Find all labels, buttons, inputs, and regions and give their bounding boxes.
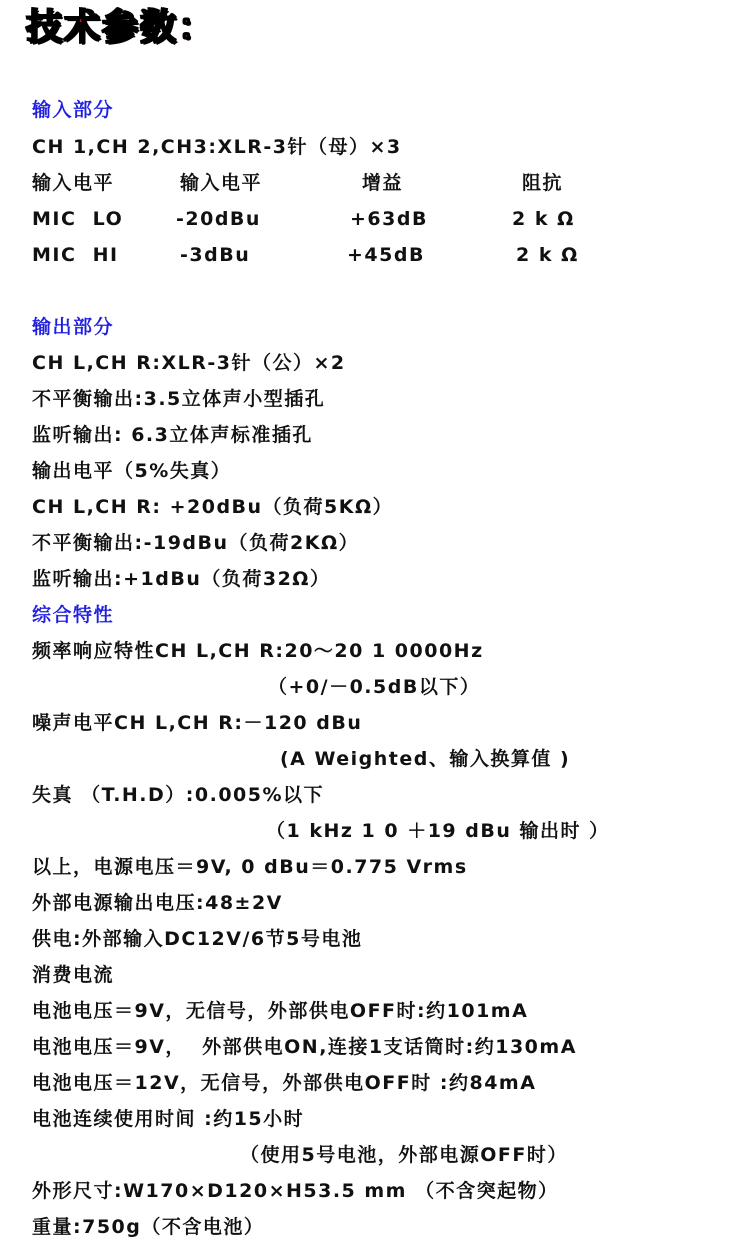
table-cell: MIC HI (32, 244, 119, 266)
output-section-heading: 输出部分 (32, 316, 115, 338)
table-cell: 2 k Ω (516, 244, 579, 266)
input-connectors: CH 1,CH 2,CH3:XLR-3针（母）×3 (32, 136, 402, 158)
table-cell: -20dBu (176, 208, 261, 230)
general-section-heading: 综合特性 (32, 604, 115, 626)
general-spec-line: 外形尺寸:W170×D120×H53.5 mm （不含突起物） (32, 1180, 559, 1202)
table-cell: MIC LO (32, 208, 124, 230)
general-spec-line: 供电:外部输入DC12V/6节5号电池 (32, 928, 363, 950)
output-spec-line: CH L,CH R: +20dBu（负荷5KΩ） (32, 496, 394, 518)
general-spec-line: 电池电压＝12V，无信号，外部供电OFF时 :约84mA (32, 1072, 537, 1094)
general-spec-line: 消费电流 (32, 964, 115, 986)
general-spec-line: （1 kHz 1 0 ＋19 dBu 输出时 ） (266, 820, 610, 842)
general-spec-line: 重量:750g（不含电池） (32, 1216, 265, 1238)
output-spec-line: 输出电平（5%失真） (32, 460, 232, 482)
output-spec-line: 监听输出: 6.3立体声标准插孔 (32, 424, 313, 446)
general-spec-line: 电池电压＝9V， 外部供电ON,连接1支话筒时:约130mA (32, 1036, 577, 1058)
table-cell: +63dB (350, 208, 428, 230)
table-header-cell: 增益 (362, 172, 404, 194)
table-header-cell: 输入电平 (180, 172, 263, 194)
table-cell: -3dBu (180, 244, 251, 266)
input-section-heading: 输入部分 (32, 99, 115, 121)
table-header-cell: 输入电平 (32, 172, 115, 194)
output-spec-line: CH L,CH R:XLR-3针（公）×2 (32, 352, 346, 374)
table-cell: 2 k Ω (512, 208, 575, 230)
general-spec-line: 失真 （T.H.D）:0.005%以下 (32, 784, 325, 806)
general-spec-line: 频率响应特性CH L,CH R:20～20 1 0000Hz (32, 640, 484, 662)
output-spec-line: 监听输出:+1dBu（负荷32Ω） (32, 568, 331, 590)
page-title: 技术参数： (26, 7, 217, 48)
output-spec-line: 不平衡输出:-19dBu（负荷2KΩ） (32, 532, 360, 554)
general-spec-line: 外部电源输出电压:48±2V (32, 892, 283, 914)
table-header-cell: 阻抗 (522, 172, 564, 194)
general-spec-line: 电池连续使用时间 :约15小时 (32, 1108, 305, 1130)
output-spec-line: 不平衡输出:3.5立体声小型插孔 (32, 388, 326, 410)
general-spec-line: 以上，电源电压＝9V, 0 dBu＝0.775 Vrms (32, 856, 468, 878)
general-spec-line: 噪声电平CH L,CH R:－120 dBu (32, 712, 363, 734)
general-spec-line: 电池电压＝9V，无信号，外部供电OFF时:约101mA (32, 1000, 529, 1022)
general-spec-line: （+0/－0.5dB以下） (268, 676, 481, 698)
table-cell: +45dB (347, 244, 425, 266)
general-spec-line: （使用5号电池，外部电源OFF时） (240, 1144, 568, 1166)
general-spec-line: (A Weighted、输入换算值 ) (280, 748, 571, 770)
